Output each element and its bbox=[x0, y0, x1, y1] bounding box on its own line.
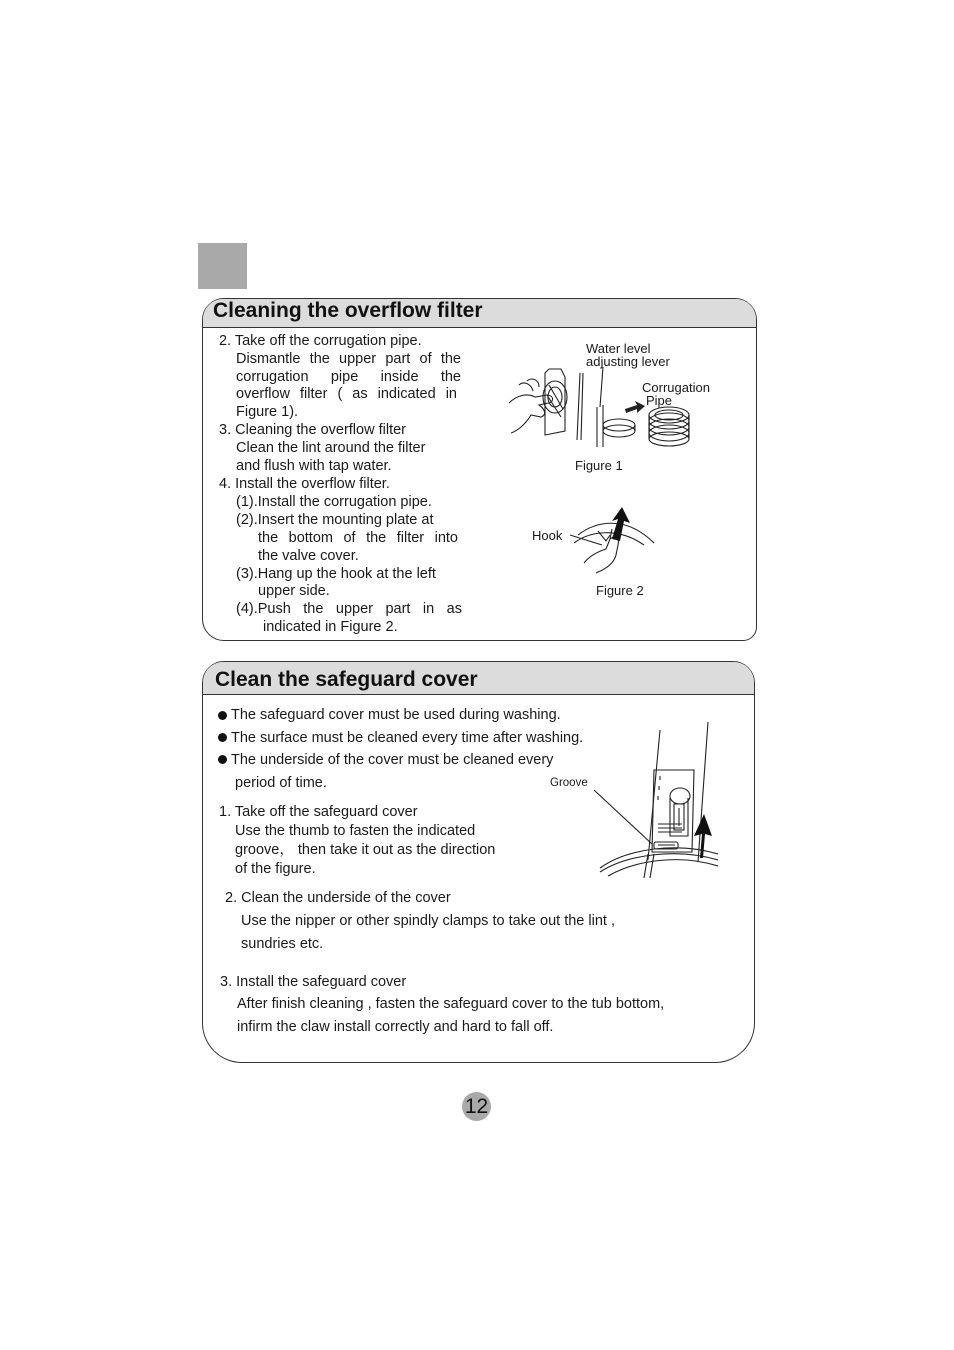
step-4-sub-3: (3).Hang up the hook at the left bbox=[236, 566, 436, 582]
label-hook: Hook bbox=[532, 528, 563, 543]
safeguard-step-2-heading: 2. Clean the underside of the cover bbox=[225, 890, 451, 906]
step-2-text-2: corrugation pipe inside the bbox=[236, 369, 461, 385]
safeguard-step-3-heading: 3. Install the safeguard cover bbox=[220, 974, 407, 990]
label-water-level-2: adjusting lever bbox=[586, 354, 670, 369]
figure-2-illustration bbox=[566, 505, 661, 577]
step-2-heading: 2. Take off the corrugation pipe. bbox=[219, 333, 422, 349]
safeguard-step-3-text-1: After finish cleaning , fasten the safeguard cover to the tub bottom, bbox=[237, 996, 665, 1012]
label-groove: Groove bbox=[550, 777, 588, 789]
bullet-icon bbox=[218, 733, 227, 742]
bullet-text-1: The safeguard cover must be used during washing. bbox=[231, 707, 561, 723]
step-4-sub-1: (1).Install the corrugation pipe. bbox=[236, 494, 432, 510]
page-number: 12 bbox=[462, 1092, 491, 1121]
step-4-sub-2-cont-2: the valve cover. bbox=[258, 548, 359, 564]
safeguard-step-1-text-1: Use the thumb to fasten the indicated bbox=[235, 823, 476, 839]
figure-1-illustration bbox=[505, 355, 720, 450]
safeguard-step-2-text-1: Use the nipper or other spindly clamps to take out the lint , bbox=[241, 913, 615, 929]
lever-rod bbox=[577, 373, 580, 440]
safeguard-cover-illustration bbox=[548, 720, 718, 880]
step-4-sub-3-cont: upper side. bbox=[258, 583, 330, 599]
safeguard-step-1-text-3: of the figure. bbox=[235, 861, 316, 877]
bullet-text-3: The underside of the cover must be cleaned every bbox=[231, 752, 554, 768]
section-tab-marker bbox=[198, 243, 247, 289]
label-corrugation-1: Corrugation bbox=[642, 380, 710, 395]
bullet-icon bbox=[218, 711, 227, 720]
step-3-heading: 3. Cleaning the overflow filter bbox=[219, 422, 406, 438]
step-4-sub-4-cont: indicated in Figure 2. bbox=[263, 619, 398, 635]
step-2-text-1: Dismantle the upper part of the bbox=[236, 351, 461, 367]
filter-body bbox=[545, 369, 565, 435]
figure-2-caption: Figure 2 bbox=[596, 583, 644, 598]
arrow-icon bbox=[625, 401, 645, 413]
safeguard-step-1-heading: 1. Take off the safeguard cover bbox=[219, 804, 418, 820]
safeguard-step-1-text-2: groove， then take it out as the direction bbox=[235, 842, 496, 858]
safeguard-step-2-text-2: sundries etc. bbox=[241, 936, 324, 952]
step-4-heading: 4. Install the overflow filter. bbox=[219, 476, 390, 492]
corrugation-pipe bbox=[649, 407, 689, 446]
bullet-text-2: The surface must be cleaned every time after washing. bbox=[231, 730, 584, 746]
bullet-text-3-cont: period of time. bbox=[235, 775, 327, 791]
hand-outline bbox=[509, 395, 553, 433]
step-3-text-2: and flush with tap water. bbox=[236, 458, 392, 474]
bullet-icon bbox=[218, 755, 227, 764]
step-3-text-1: Clean the lint around the filter bbox=[236, 440, 426, 456]
safeguard-cover-header bbox=[203, 662, 754, 695]
step-4-sub-4: (4).Push the upper part in as bbox=[236, 601, 462, 617]
figure-1-caption: Figure 1 bbox=[575, 458, 623, 473]
overflow-filter-title: Cleaning the overflow filter bbox=[213, 299, 483, 322]
safeguard-step-3-text-2: infirm the claw install correctly and hard to fall off. bbox=[237, 1019, 554, 1035]
hand-outline bbox=[584, 537, 618, 573]
step-4-sub-2: (2).Insert the mounting plate at bbox=[236, 512, 434, 528]
step-2-text-3: overflow filter ( as indicated in bbox=[236, 386, 457, 402]
safeguard-cover-title: Clean the safeguard cover bbox=[215, 668, 478, 691]
step-4-sub-2-cont-1: the bottom of the filter into bbox=[258, 530, 458, 546]
label-corrugation-2: Pipe bbox=[646, 393, 673, 408]
overflow-filter-header bbox=[203, 299, 756, 328]
label-water-level-1: Water level bbox=[586, 341, 651, 356]
step-2-text-4: Figure 1). bbox=[236, 404, 299, 420]
